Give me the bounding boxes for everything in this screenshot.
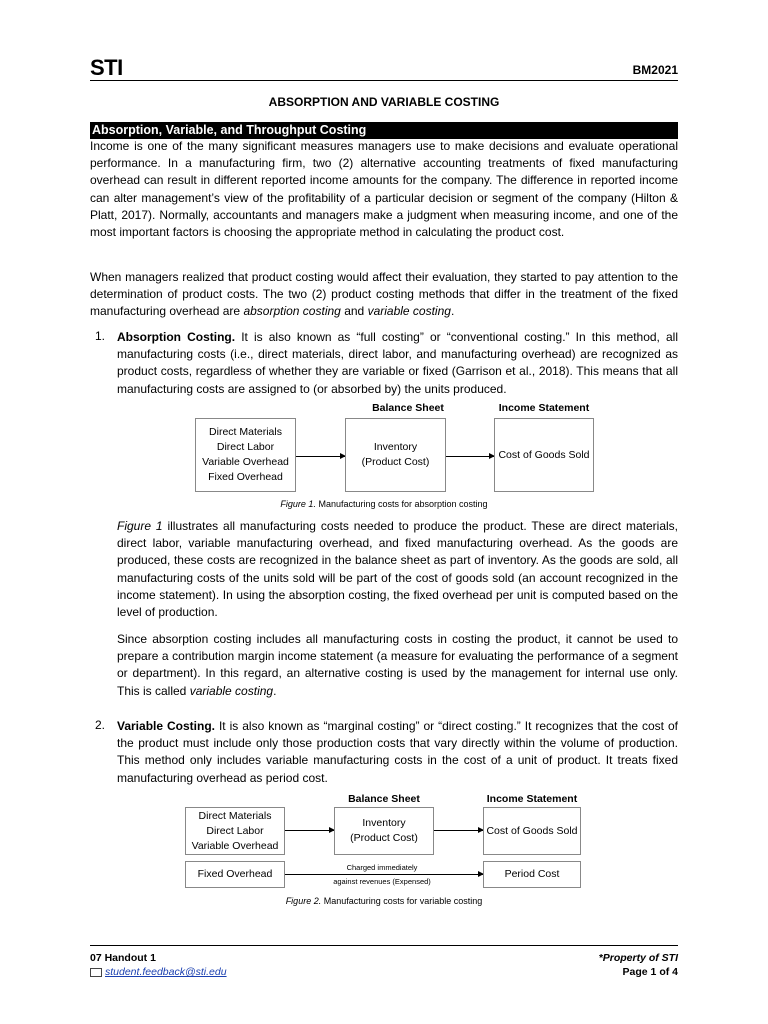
- absorption-costing-item: Absorption Costing. It is also known as “full costing” or “conventional costing.” In this method, all manufacturing costs (i.e., direct materials, direct labor, and manufacturing overhead) are recognized as product costs, regardless of whether they are variable or fixed (Garrison et al., 2018). This means that all manufacturing costs are assigned to (or absorbed by) the units produced.: [117, 330, 678, 396]
- fig2-charged-label-2: against revenues (Expensed): [333, 877, 431, 886]
- figure1-explanation: Figure 1 illustrates all manufacturing costs needed to produce the product. These are direct materials, direct labor, variable manufacturing overhead, and fixed manufacturing overhead. As the goods are produced, these costs are recognized in the balance sheet as part of inventory. As the goods are sold, all manufacturing costs of the units sold will be part of the cost of goods sold (an account recognized in the income statement). In using the absorption costing, the fixed overhead per unit is computed based on the level of production.: [117, 519, 679, 620]
- fig2-income-statement-label: Income Statement: [486, 793, 578, 805]
- section-heading: Absorption, Variable, and Throughput Costing: [90, 122, 678, 139]
- handout-label: 07 Handout 1: [90, 952, 156, 964]
- footer-rule: [90, 945, 678, 946]
- mail-icon: [90, 968, 102, 977]
- fig2-caption: Figure 2. Manufacturing costs for variable costing: [285, 896, 483, 906]
- fig2-fixed-overhead-box: Fixed Overhead: [185, 861, 285, 888]
- sti-logo: STI: [90, 55, 123, 80]
- fig1-balance-sheet-label: Balance Sheet: [372, 402, 444, 414]
- fig2-arrow-to-inventory: [285, 830, 334, 831]
- fig1-costs-box: Direct Materials Direct Labor Variable Overhead Fixed Overhead: [195, 418, 296, 492]
- footer-right: [599, 952, 678, 978]
- page-number: Page 1 of 4: [622, 966, 678, 978]
- fig2-balance-sheet-label: Balance Sheet: [348, 793, 420, 805]
- absorption-limitation: Since absorption costing includes all manufacturing costs in costing the product, it cannot be used to prepare a contribution margin income statement (a measure for evaluating the performance of a segment or department). In this regard, an alternative costing is used by the management for internal use only. This is called variable costing.: [117, 632, 678, 698]
- fig1-cogs-box: Cost of Goods Sold: [494, 418, 594, 492]
- fig1-caption: Figure 1. Manufacturing costs for absorption costing: [280, 499, 488, 509]
- fig1-arrow-to-cogs: [446, 456, 494, 457]
- fig2-costs-box: Direct Materials Direct Labor Variable Overhead: [185, 807, 285, 855]
- page-title: ABSORPTION AND VARIABLE COSTING: [268, 95, 500, 109]
- footer-left: [90, 952, 227, 978]
- paragraph-methods: When managers realized that product costing would affect their evaluation, they started to pay attention to the determination of product costs. The two (2) product costing methods that differ in the treatment of the fixed manufacturing overhead are absorption costing and variable costing.: [90, 270, 678, 319]
- paragraph-intro: Income is one of the many significant measures managers use to make decisions and evaluate operational performance. In a manufacturing firm, two (2) alternative accounting treatments of fixed manufacturing overhead can result in different reported income amounts for the company. The difference in reported income can alter management’s view of the profitability of a particular decision or segment of the company (Hilton & Platt, 2017). Normally, accountants and managers make a judgment when measuring income, and one of the most important factors is choosing the appropriate method in calculating the product cost.: [90, 139, 678, 240]
- fig1-arrow-to-inventory: [296, 456, 345, 457]
- fig2-arrow-to-period: [285, 874, 483, 875]
- feedback-email-link[interactable]: student.feedback@sti.edu: [105, 966, 227, 978]
- fig1-inventory-box: Inventory (Product Cost): [345, 418, 446, 492]
- property-label: *Property of STI: [598, 952, 678, 964]
- list-number: 2.: [95, 718, 106, 732]
- header-rule: [90, 80, 678, 81]
- list-number: 1.: [95, 329, 106, 343]
- doc-code: BM2021: [632, 63, 678, 77]
- fig2-period-cost-box: Period Cost: [483, 861, 581, 888]
- variable-costing-item: Variable Costing. It is also known as “marginal costing” or “direct costing.” It recognizes that the cost of the product must include only those production costs that vary directly within the volume of production. This method only includes variable manufacturing costs in the cost of a unit of product. It treats fixed manufacturing overhead as period cost.: [117, 719, 678, 785]
- fig2-cogs-box: Cost of Goods Sold: [483, 807, 581, 855]
- fig2-charged-label-1: Charged immediately: [346, 863, 418, 872]
- fig2-arrow-to-cogs: [434, 830, 483, 831]
- fig2-inventory-box: Inventory (Product Cost): [334, 807, 434, 855]
- fig1-income-statement-label: Income Statement: [498, 402, 590, 414]
